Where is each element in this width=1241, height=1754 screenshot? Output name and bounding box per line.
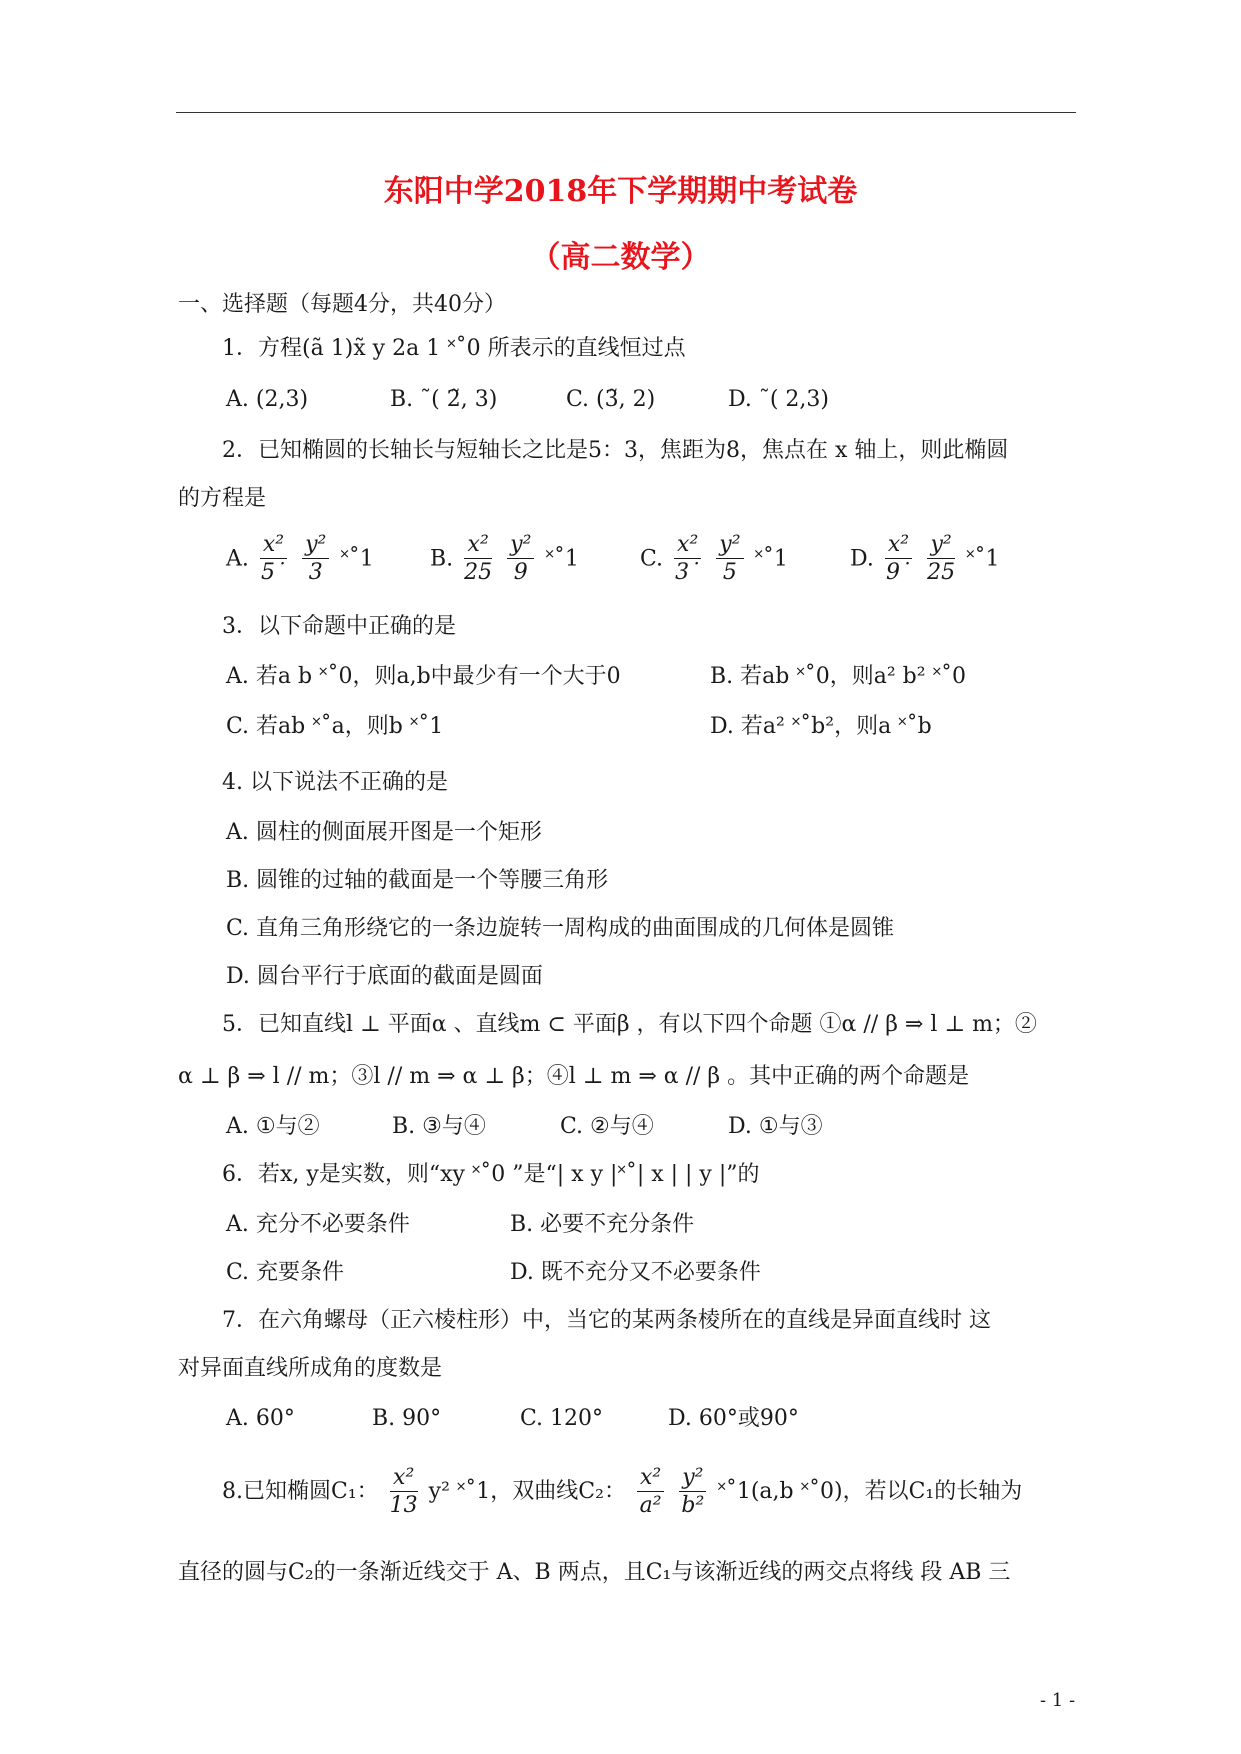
option-label: A. [226,546,249,572]
question-8-stem-line2: 直径的圆与C₂的一条渐近线交于 A、B 两点，且C₁与该渐近线的两交点将线 段 AB 三 [178,1560,1011,1585]
question-3-option-b: B. 若ab ˟˚0，则a² b² ˟˚0 [710,664,966,689]
question-7-option-c: C. 120° [520,1406,604,1431]
fraction: $\frac{\text{y²}}{25}$ [927,532,956,585]
question-4-stem: 4. 以下说法不正确的是 [222,770,448,795]
question-6-option-d: D. 既不充分又不必要条件 [510,1260,761,1285]
question-6-option-b: B. 必要不充分条件 [510,1212,695,1237]
option-label: C. [640,546,664,572]
option-label: B. [430,546,454,572]
question-5-option-a: A. ①与② [226,1114,320,1139]
question-5-option-c: C. ②与④ [560,1114,654,1139]
question-5-option-b: B. ③与④ [392,1114,486,1139]
question-1-option-a: A. (2,3) [226,387,309,412]
header-rule [176,112,1076,113]
question-5-stem-line2: α ⊥ β ⇒ l // m；③l // m ⇒ α ⊥ β；④l ⊥ m ⇒ α // β 。其中正确的两个命题是 [178,1064,970,1089]
question-3-option-a: A. 若a b ˟˚0，则a,b中最少有一个大于0 [226,664,621,689]
question-1-stem: 1．方程(ã 1)x̃ y 2a 1 ˟˚0 所表示的直线恒过点 [222,336,686,361]
fraction: $\frac{\text{x²}}{3˙}$ [675,532,701,585]
question-7-option-b: B. 90° [372,1406,442,1431]
equation-rhs: ˟˚1 [340,546,374,572]
question-2-stem-line2: 的方程是 [178,486,267,511]
equation-rhs: ˟˚1 [966,546,1000,572]
question-4-option-a: A. 圆柱的侧面展开图是一个矩形 [226,820,542,845]
fraction: $\frac{\text{x²}}{25}$ [464,532,493,585]
question-4-option-b: B. 圆锥的过轴的截面是一个等腰三角形 [226,868,609,893]
question-2-stem-line1: 2．已知椭圆的长轴长与短轴长之比是5：3，焦距为8，焦点在 x 轴上，则此椭圆 [222,438,1009,463]
equation-rhs: ˟˚1 [754,546,788,572]
question-6-option-a: A. 充分不必要条件 [226,1212,410,1237]
question-4-option-d: D. 圆台平行于底面的截面是圆面 [226,964,543,989]
question-8-stem-line1: 8.已知椭圆C₁： $\frac{\text{x²}}{13}$ y² ˟˚1，双曲线C₂： $\frac{\text{x²}}{\text{a²}}$ $\frac{\text{y²}}{\text{b²}}$ ˟˚1(a,b ˟˚0)，若以C₁的长轴为 [222,1464,1023,1518]
question-2-option-d [850,532,1000,587]
question-3-stem: 3．以下命题中正确的是 [222,614,456,639]
page-number: - 1 - [1040,1690,1076,1711]
question-4-option-c: C. 直角三角形绕它的一条边旋转一周构成的曲面围成的几何体是圆锥 [226,916,895,941]
question-6-option-c: C. 充要条件 [226,1260,345,1285]
fraction: $\frac{\text{x²}}{5˙}$ [261,532,286,585]
fraction: $\frac{\text{y²}}{3}$ [302,532,329,587]
question-7-stem-line2: 对异面直线所成角的度数是 [178,1356,443,1381]
question-7-stem-line1: 7．在六角螺母（正六棱柱形）中，当它的某两条棱所在的直线是异面直线时 这 [222,1308,991,1333]
question-1-option-c: C. (3̃, 2) [566,387,656,412]
question-3-option-c: C. 若ab ˟˚a，则b ˟˚1 [226,714,444,739]
question-1-option-b: B. ˜( 2̃, 3) [390,387,498,412]
equation-rhs: ˟˚1 [545,546,579,572]
page-title: 东阳中学2018年下学期期中考试卷 [383,174,858,209]
question-3-option-d: D. 若a² ˟˚b²，则a ˟˚b [710,714,932,739]
question-7-option-a: A. 60° [226,1406,295,1431]
question-2-option-b [430,532,579,587]
question-6-stem: 6．若x, y是实数，则“xy ˟˚0 ”是“| x y |˟˚| x | | y |”的 [222,1162,760,1187]
fraction: $\frac{\text{y²}}{5}$ [716,532,743,587]
fraction: $\frac{\text{x²}}{9˙}$ [885,532,911,585]
fraction: $\frac{\text{x²}}{13}$ [389,1464,418,1518]
question-2-option-c [640,532,788,587]
question-1-option-d: D. ˜( 2,3) [728,387,829,412]
question-5-stem-line1: 5．已知直线l ⊥ 平面α 、直线m ⊂ 平面β ，有以下四个命题 ①α // β ⇒ l ⊥ m；② [222,1012,1037,1037]
question-5-option-d: D. ①与③ [728,1114,823,1139]
option-label: D. [850,546,874,572]
question-2-option-a [226,532,374,587]
fraction: $\frac{\text{y²}}{\text{b²}}$ [679,1465,706,1520]
page-subtitle: （高二数学） [530,240,711,275]
fraction: $\frac{\text{y²}}{9}$ [507,532,534,587]
question-7-option-d: D. 60°或90° [668,1406,799,1431]
fraction: $\frac{\text{x²}}{\text{a²}}$ [637,1465,664,1520]
section-heading: 一、选择题（每题4分，共40分） [178,292,506,317]
